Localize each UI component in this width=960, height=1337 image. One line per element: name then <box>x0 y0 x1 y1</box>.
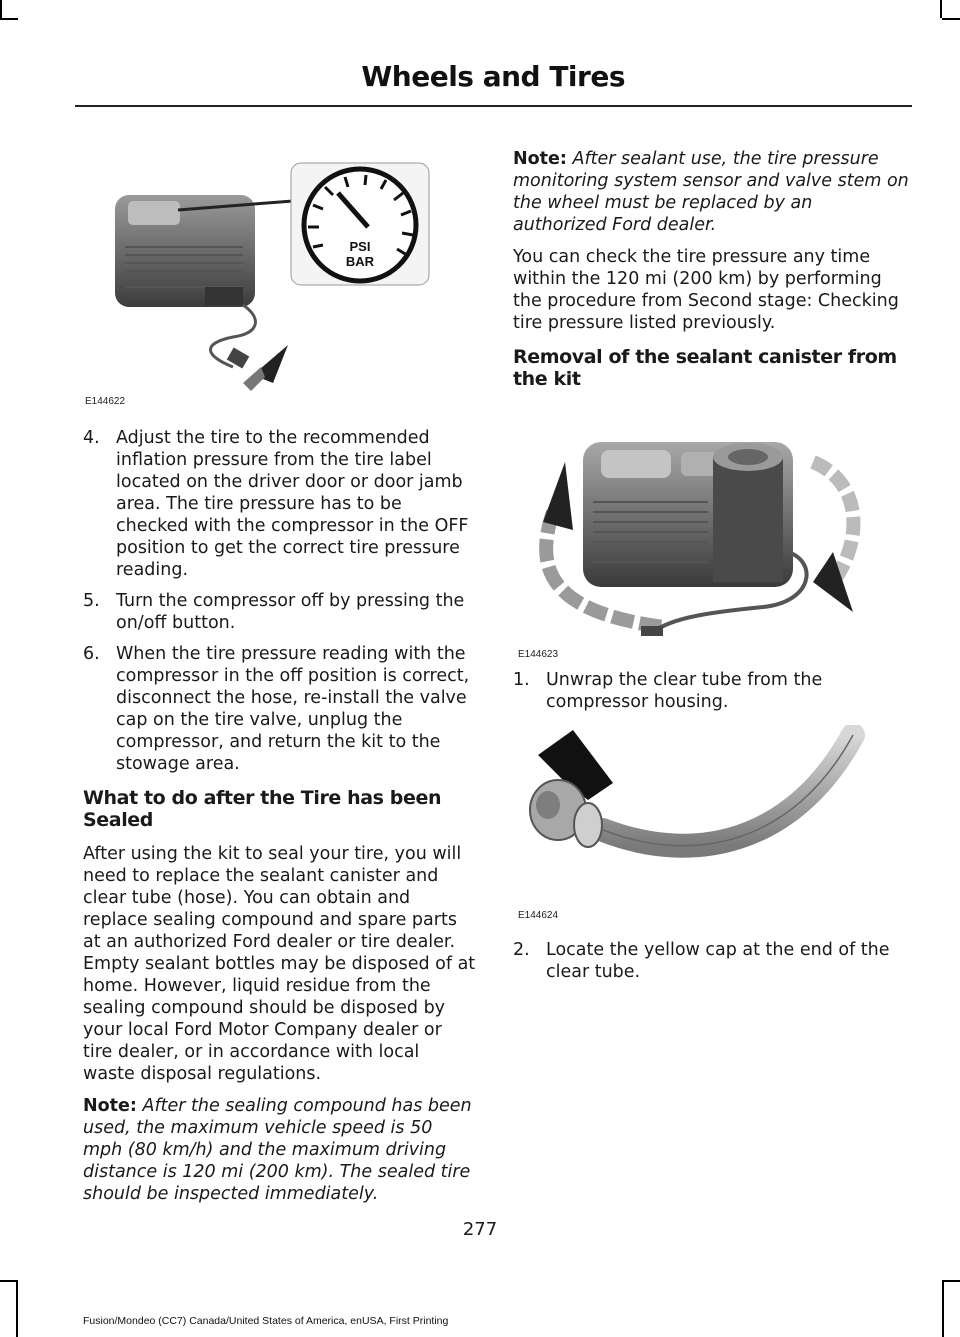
canister-removal-illustration <box>513 402 910 657</box>
list-item <box>83 590 476 634</box>
footer-edition: Fusion/Mondeo (CC7) Canada/United States of America, enUSA, First Printing <box>83 1315 449 1327</box>
gauge-bar-label: BAR <box>345 254 375 269</box>
step-number: 4. <box>83 428 100 448</box>
crop-mark <box>0 1280 18 1282</box>
step-number: 6. <box>83 644 100 664</box>
step-text: Locate the yellow cap at the end of the clear tube. <box>546 940 890 982</box>
note-text: After sealant use, the tire pressure monitoring system sensor and valve stem on the wheel must be replaced by an authorized Ford dealer. <box>513 149 909 235</box>
body-paragraph: You can check the tire pressure any time within the 120 mi (200 km) by performing the procedure from Second stage: Checking tire pressure listed previously. <box>513 247 899 333</box>
crop-mark <box>942 1280 944 1337</box>
note <box>83 1095 476 1205</box>
tube-figure <box>513 725 910 925</box>
list-item <box>83 643 476 775</box>
section-heading: What to do after the Tire has been Sealed <box>83 787 442 831</box>
step-text: Unwrap the clear tube from the compressor housing. <box>546 670 823 712</box>
crop-mark <box>940 0 942 18</box>
list-item <box>513 939 910 983</box>
compressor-gauge-illustration <box>83 155 476 405</box>
list-item <box>513 669 910 713</box>
crop-mark <box>942 18 960 20</box>
step-text: When the tire pressure reading with the compressor in the off position is correct, disconnect the hose, re-install the valve cap on the tire valve, unplug the compressor, and return the kit to the stowage area. <box>116 644 470 774</box>
list-item <box>83 427 476 581</box>
crop-mark <box>942 1280 960 1282</box>
page-number: 277 <box>462 1219 498 1240</box>
body-paragraph: After using the kit to seal your tire, you will need to replace the sealant canister and clear tube (hose). You can obtain and replace sealing compound and spare parts at an authorized Ford dealer or tire dealer. Empty sealant bottles may be disposed of at home. However, liquid residue from the sealing compound should be disposed by your local Ford Motor Company dealer or tire dealer, or in accordance with local waste disposal regulations. <box>83 844 476 1084</box>
canister-figure <box>513 402 910 660</box>
note-label: Note: <box>513 149 567 169</box>
step-text: Adjust the tire to the recommended inflation pressure from the tire label located on the driver door or door jamb area. The tire pressure has to be checked with the compressor in the OFF position to get the correct tire pressure reading. <box>116 428 469 580</box>
clear-tube-illustration <box>513 725 910 925</box>
crop-mark <box>0 0 2 18</box>
figure-id: E144624 <box>518 910 559 921</box>
step-text: Turn the compressor off by pressing the on/off button. <box>116 591 465 633</box>
step-number: 1. <box>513 670 530 690</box>
gauge-figure <box>83 155 476 405</box>
gauge-psi-label: PSI <box>349 239 371 254</box>
note <box>513 148 910 236</box>
figure-id: E144622 <box>85 396 126 407</box>
left-column <box>83 155 476 1215</box>
step-number: 2. <box>513 940 530 960</box>
section-heading: Removal of the sealant canister from the kit <box>513 346 897 390</box>
note-label: Note: <box>83 1096 137 1116</box>
note-text: After the sealing compound has been used, the maximum vehicle speed is 50 mph (80 km/h) and the maximum driving distance is 120 mi (200 km). The sealed tire should be inspected immediately. <box>83 1096 472 1204</box>
page-title: Wheels and Tires <box>361 60 625 93</box>
header-rule <box>75 105 912 107</box>
right-column <box>513 148 910 992</box>
crop-mark <box>16 1280 18 1337</box>
step-number: 5. <box>83 591 100 611</box>
figure-id: E144623 <box>518 649 559 660</box>
crop-mark <box>0 18 18 20</box>
